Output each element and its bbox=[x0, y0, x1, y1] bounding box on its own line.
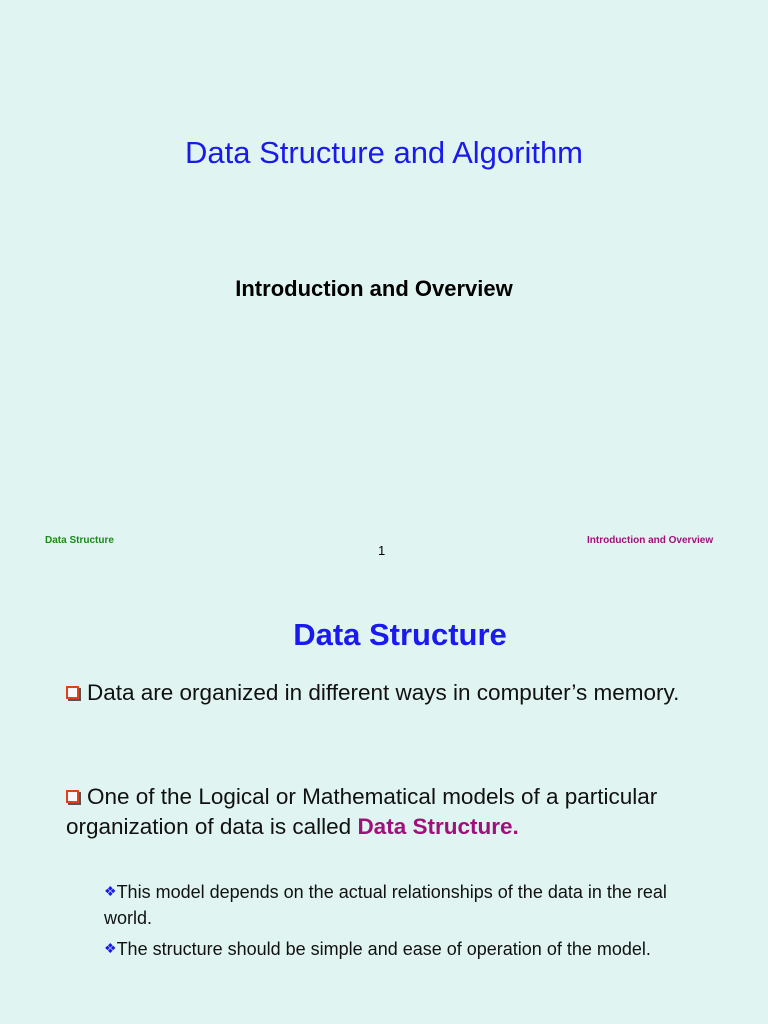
footer-left-label: Data Structure bbox=[45, 535, 114, 546]
sub-bullet-item bbox=[104, 935, 714, 962]
page-number: 1 bbox=[378, 543, 386, 558]
diamond-bullet-icon: ❖ bbox=[104, 940, 117, 956]
bullet-text: Data are organized in different ways in computer’s memory. bbox=[87, 680, 680, 705]
slide-heading: Data Structure bbox=[293, 617, 507, 652]
hollow-square-bullet-icon bbox=[66, 790, 79, 803]
sub-bullet-item bbox=[104, 878, 714, 931]
sub-bullet-text: The structure should be simple and ease of operation of the model. bbox=[116, 939, 651, 959]
bullet-item bbox=[66, 782, 706, 842]
sub-bullet-text: This model depends on the actual relationships of the data in the real world. bbox=[104, 882, 667, 928]
slide-2 bbox=[0, 575, 768, 1024]
diamond-bullet-icon: ❖ bbox=[104, 883, 117, 899]
highlight-term: Data Structure. bbox=[357, 814, 519, 839]
slide-title: Data Structure and Algorithm bbox=[184, 135, 584, 170]
hollow-square-bullet-icon bbox=[66, 686, 79, 699]
footer-right-label: Introduction and Overview bbox=[587, 535, 714, 546]
bullet-item bbox=[66, 678, 706, 708]
bullet-text: One of the Logical or Mathematical models of a particular organization of data is called bbox=[66, 784, 658, 839]
slide-subtitle: Introduction and Overview bbox=[235, 276, 513, 301]
